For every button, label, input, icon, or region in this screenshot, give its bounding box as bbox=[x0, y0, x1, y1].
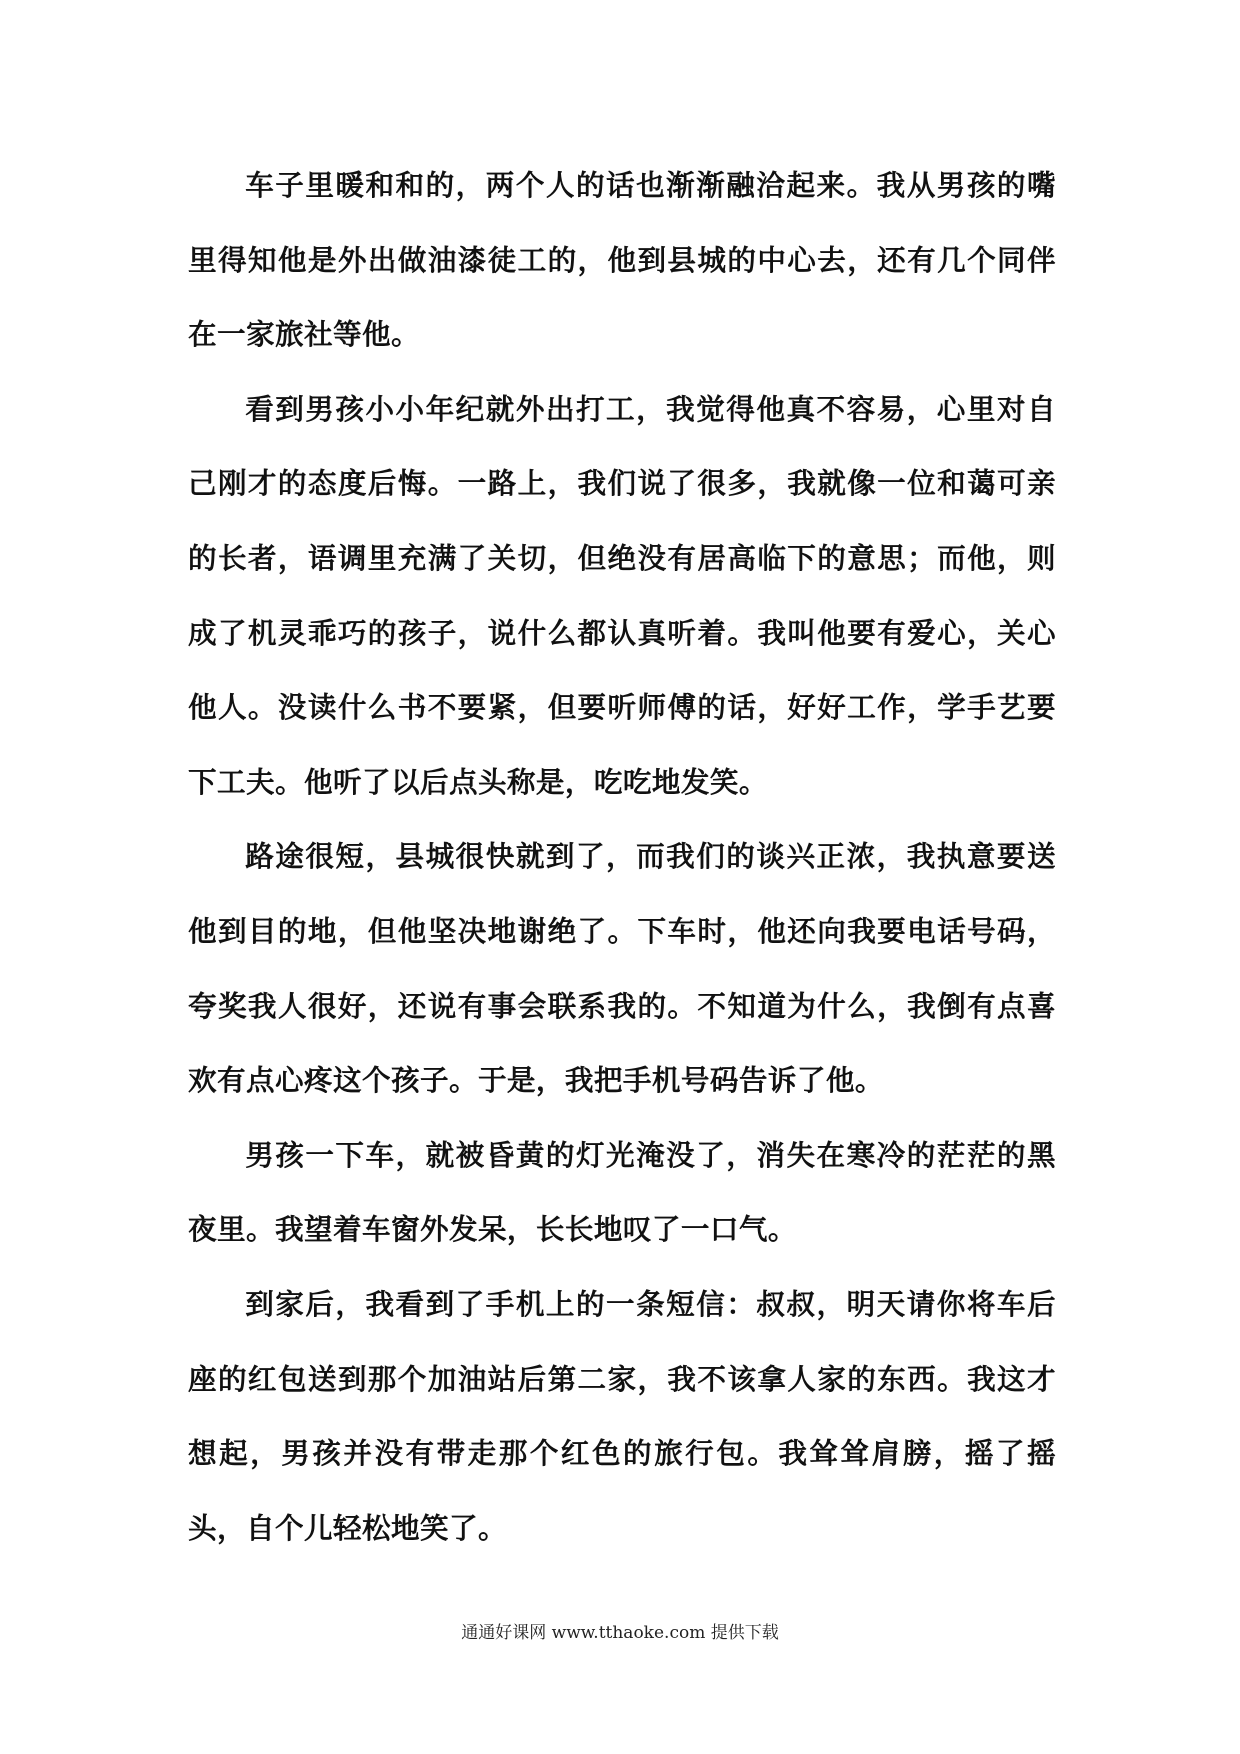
paragraph: 到家后，我看到了手机上的一条短信：叔叔，明天请你将车后座的红包送到那个加油站后第二家，我不该拿人家的东西。我这才想起，男孩并没有带走那个红色的旅行包。我耸耸肩膀，摇了摇头，自个儿轻松地笑了。 bbox=[188, 1286, 1056, 1545]
article-body bbox=[188, 148, 1056, 1565]
paragraph: 车子里暖和和的，两个人的话也渐渐融洽起来。我从男孩的嘴里得知他是外出做油漆徒工的，他到县城的中心去，还有几个同伴在一家旅社等他。 bbox=[188, 168, 1056, 352]
paragraph: 看到男孩小小年纪就外出打工，我觉得他真不容易，心里对自己刚才的态度后悔。一路上，我们说了很多，我就像一位和蔼可亲的长者，语调里充满了关切，但绝没有居高临下的意思；而他，则成了机灵乖巧的孩子，说什么都认真听着。我叫他要有爱心，关心他人。没读什么书不要紧，但要听师傅的话，好好工作，学手艺要下工夫。他听了以后点头称是，吃吃地发笑。 bbox=[188, 391, 1056, 799]
paragraph: 路途很短，县城很快就到了，而我们的谈兴正浓，我执意要送他到目的地，但他坚决地谢绝了。下车时，他还向我要电话号码，夸奖我人很好，还说有事会联系我的。不知道为什么，我倒有点喜欢有点心疼这个孩子。于是，我把手机号码告诉了他。 bbox=[188, 839, 1056, 1098]
paragraph: 男孩一下车，就被昏黄的灯光淹没了，消失在寒冷的茫茫的黑夜里。我望着车窗外发呆，长长地叹了一口气。 bbox=[188, 1137, 1056, 1247]
page-footer: 通通好课网 www.tthaoke.com 提供下载 bbox=[461, 1623, 779, 1643]
